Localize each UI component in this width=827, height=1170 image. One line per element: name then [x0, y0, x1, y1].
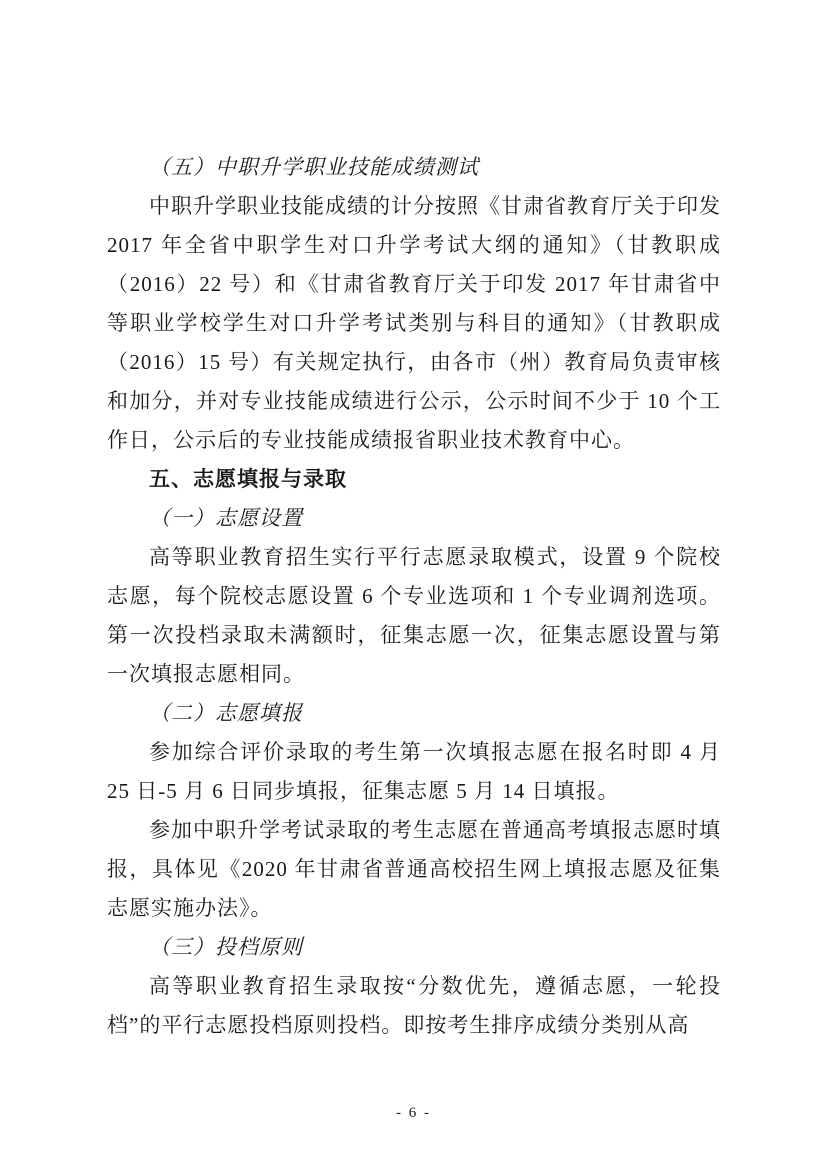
section-heading-1-volunteer-setup: （一）志愿设置	[149, 506, 303, 530]
section-heading-3-filing-principle: （三）投档原则	[149, 935, 303, 959]
paragraph-volunteer-setup: 高等职业教育招生实行平行志愿录取模式，设置 9 个院校志愿，每个院校志愿设置 6 个专业选项和 1 个专业调剂选项。第一次投档录取未满额时，征集志愿一次，征集志愿设置与第一次填报志愿相同。	[107, 545, 721, 686]
section-heading-5-skill-test: （五）中职升学职业技能成绩测试	[149, 155, 479, 179]
paragraph-comprehensive-evaluation-dates: 参加综合评价录取的考生第一次填报志愿在报名时即 4 月 25 日-5 月 6 日同步填报，征集志愿 5 月 14 日填报。	[107, 740, 721, 803]
paragraph-skill-score-rules: 中职升学职业技能成绩的计分按照《甘肃省教育厅关于印发 2017 年全省中职学生对口升学考试大纲的通知》（甘教职成（2016）22 号）和《甘肃省教育厅关于印发 2017 年甘肃省中等职业学校学生对口升学考试类别与科目的通知》（甘教职成（2016）15 号）有关规定执行，由各市（州）教育局负责审核和加分，并对专业技能成绩进行公示，公示时间不少于 10 个工作日，公示后的专业技能成绩报省职业技术教育中心。	[107, 194, 721, 452]
paragraph-filing-principle: 高等职业教育招生录取按“分数优先，遵循志愿，一轮投档”的平行志愿投档原则投档。即按考生排序成绩分类别从高	[107, 974, 721, 1037]
chapter-heading-volunteer-and-admission: 五、志愿填报与录取	[149, 468, 347, 491]
page-number: - 6 -	[396, 1105, 431, 1121]
section-heading-2-volunteer-filing: （二）志愿填报	[149, 701, 303, 725]
paragraph-vocational-exam-filing: 参加中职升学考试录取的考生志愿在普通高考填报志愿时填报，具体见《2020 年甘肃省普通高校招生网上填报志愿及征集志愿实施办法》。	[107, 818, 721, 920]
document-body	[107, 148, 721, 1045]
